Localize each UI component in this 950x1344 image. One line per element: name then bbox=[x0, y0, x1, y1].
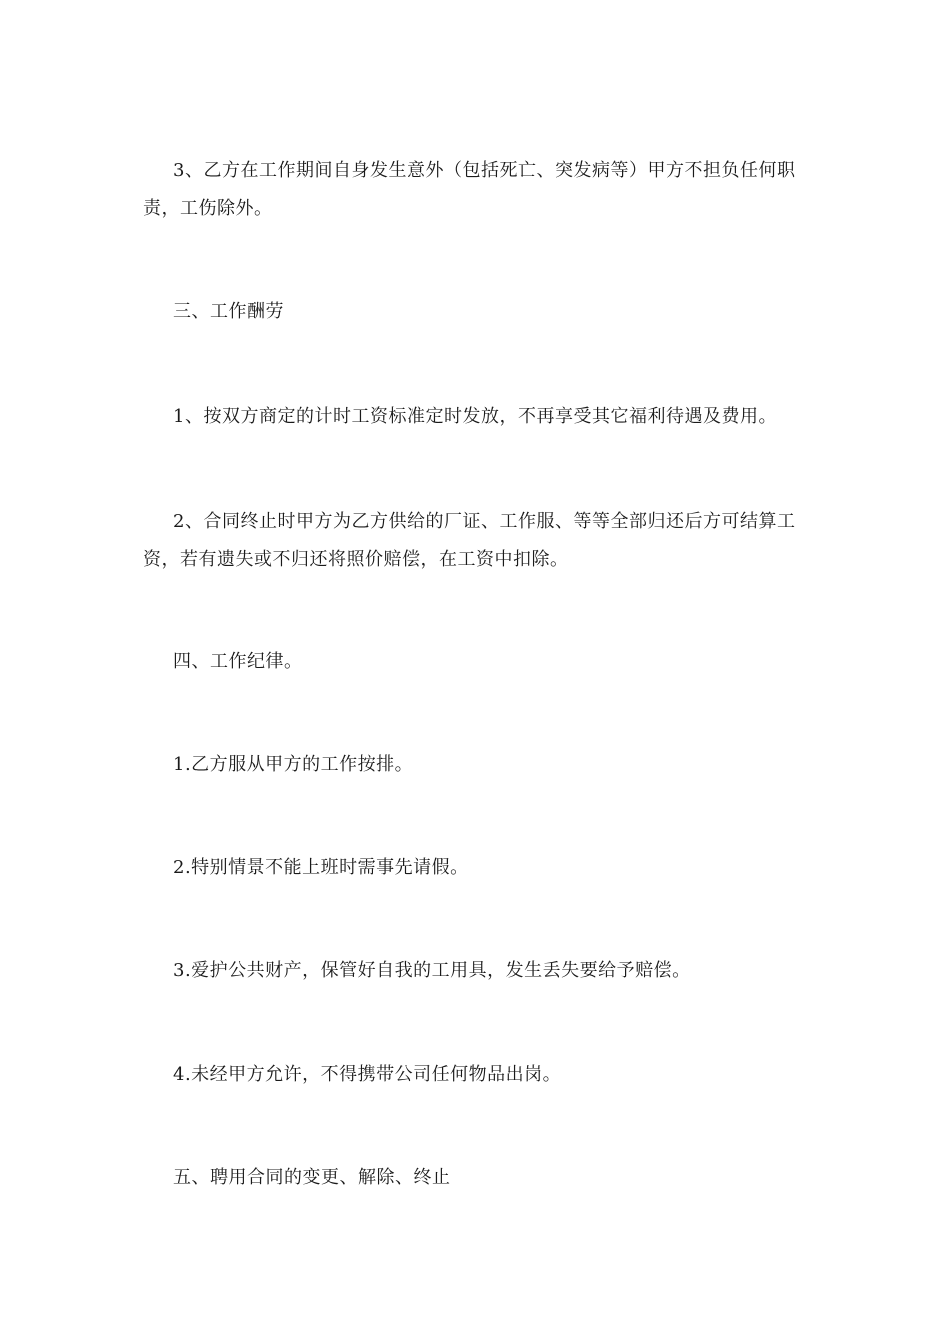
clause-hourly-wage: 1、按双方商定的计时工资标准定时发放，不再享受其它福利待遇及费用。 bbox=[173, 406, 777, 427]
clause-leave-request: 2.特别情景不能上班时需事先请假。 bbox=[173, 857, 469, 878]
section-heading-discipline: 四、工作纪律。 bbox=[173, 651, 303, 672]
clause-protect-property: 3.爱护公共财产，保管好自我的工用具，发生丢失要给予赔偿。 bbox=[173, 960, 691, 981]
section-heading-contract-changes: 五、聘用合同的变更、解除、终止 bbox=[173, 1167, 451, 1188]
clause-obey-arrangement: 1.乙方服从甲方的工作按排。 bbox=[173, 754, 414, 775]
section-heading-compensation: 三、工作酬劳 bbox=[173, 301, 284, 322]
clause-accident-liability: 3、乙方在工作期间自身发生意外（包括死亡、突发病等）甲方不担负任何职责，工伤除外。 bbox=[143, 160, 796, 219]
clause-return-items: 2、合同终止时甲方为乙方供给的厂证、工作服、等等全部归还后方可结算工资，若有遗失或不归还将照价赔偿，在工资中扣除。 bbox=[143, 511, 796, 570]
clause-no-carrying-items: 4.未经甲方允许，不得携带公司任何物品出岗。 bbox=[173, 1064, 562, 1085]
